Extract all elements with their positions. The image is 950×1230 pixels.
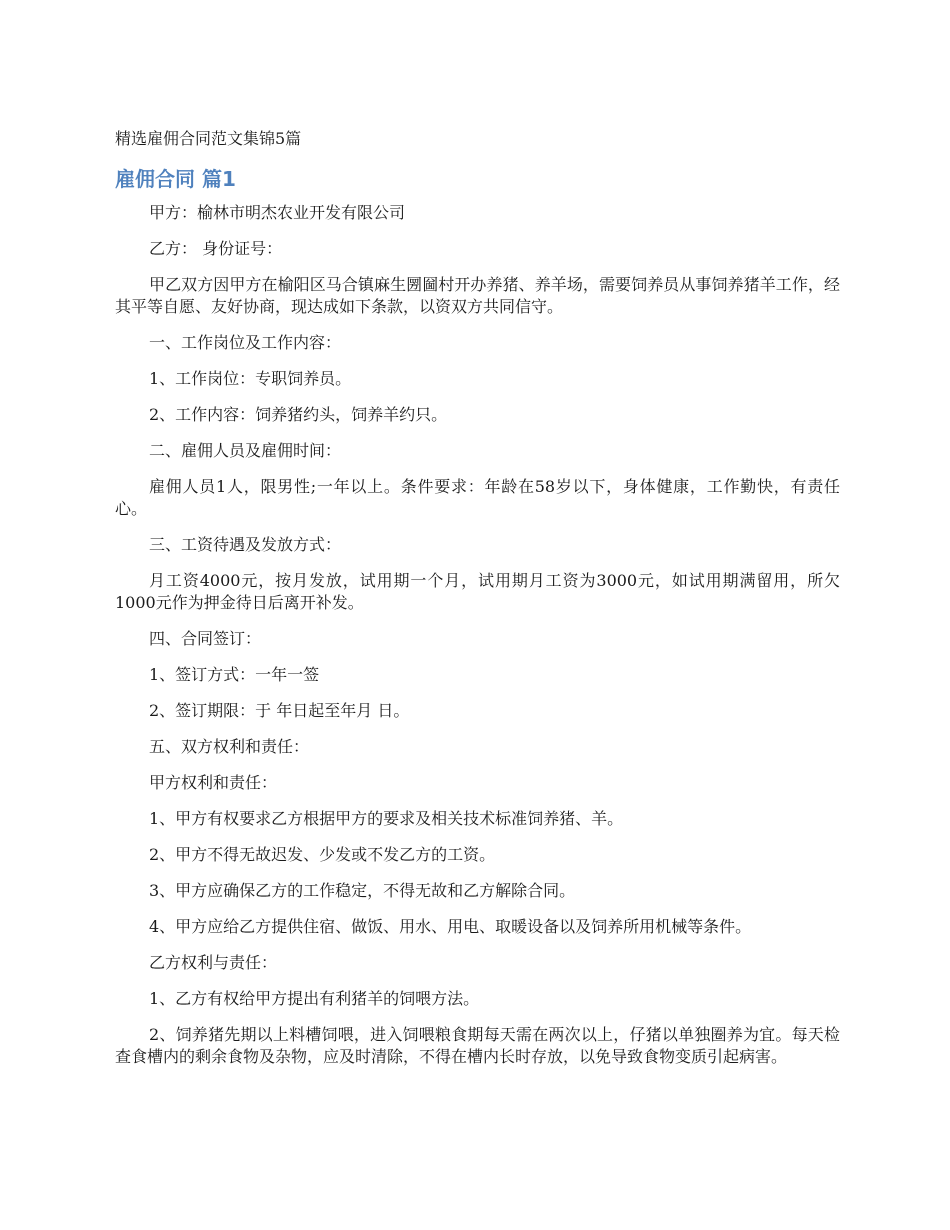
paragraph-preamble: 甲乙双方因甲方在榆阳区马合镇麻生圐圙村开办养猪、养羊场，需要饲养员从事饲养猪羊工作，经其平等自愿、友好协商，现达成如下条款，以资双方共同信守。 [115,275,840,316]
paragraph-b-right-1: 1、乙方有权给甲方提出有利猪羊的饲喂方法。 [149,989,480,1008]
paragraph-section-2: 二、雇佣人员及雇佣时间： [149,441,342,460]
paragraph-b-right-2: 2、饲养猪先期以上料槽饲喂，进入饲喂粮食期每天需在两次以上，仔猪以单独圈养为宜。每天检查食槽内的剩余食物及杂物，应及时清除，不得在槽内长时存放，以免导致食物变质引起病害。 [115,1025,840,1066]
document-body [115,202,840,1082]
section-heading: 雇佣合同 篇1 [115,167,236,191]
paragraph-section-4: 四、合同签订： [149,629,262,648]
paragraph-a-right-3: 3、甲方应确保乙方的工作稳定，不得无故和乙方解除合同。 [149,881,576,900]
paragraph-a-right-1: 1、甲方有权要求乙方根据甲方的要求及相关技术标准饲养猪、羊。 [149,809,624,828]
paragraph-a-right-4: 4、甲方应给乙方提供住宿、做饭、用水、用电、取暖设备以及饲养所用机械等条件。 [149,917,752,936]
paragraph-a-right-2: 2、甲方不得无故迟发、少发或不发乙方的工资。 [149,845,496,864]
paragraph-party-a-rights: 甲方权利和责任： [149,773,278,792]
paragraph-sign-method: 1、签订方式：一年一签 [149,665,320,684]
paragraph-section-3: 三、工资待遇及发放方式： [149,535,342,554]
paragraph-party-b-rights: 乙方权利与责任： [149,953,278,972]
document-title: 精选雇佣合同范文集锦5篇 [115,129,302,148]
paragraph-party-b: 乙方： 身份证号： [149,239,283,258]
paragraph-job-content: 2、工作内容：饲养猪约头，饲养羊约只。 [149,405,448,424]
paragraph-position: 1、工作岗位：专职饲养员。 [149,369,352,388]
paragraph-section-1: 一、工作岗位及工作内容： [149,333,342,352]
paragraph-party-a: 甲方：榆林市明杰农业开发有限公司 [149,203,406,222]
paragraph-sign-period: 2、签订期限：于 年日起至年月 日。 [149,701,410,720]
paragraph-salary: 月工资4000元，按月发放，试用期一个月，试用期月工资为3000元，如试用期满留用，所欠1000元作为押金待日后离开补发。 [115,571,840,612]
paragraph-section-5: 五、双方权利和责任： [149,737,310,756]
paragraph-hiring-terms: 雇佣人员1人，限男性;一年以上。条件要求：年龄在58岁以下，身体健康，工作勤快，有责任心。 [115,477,840,518]
